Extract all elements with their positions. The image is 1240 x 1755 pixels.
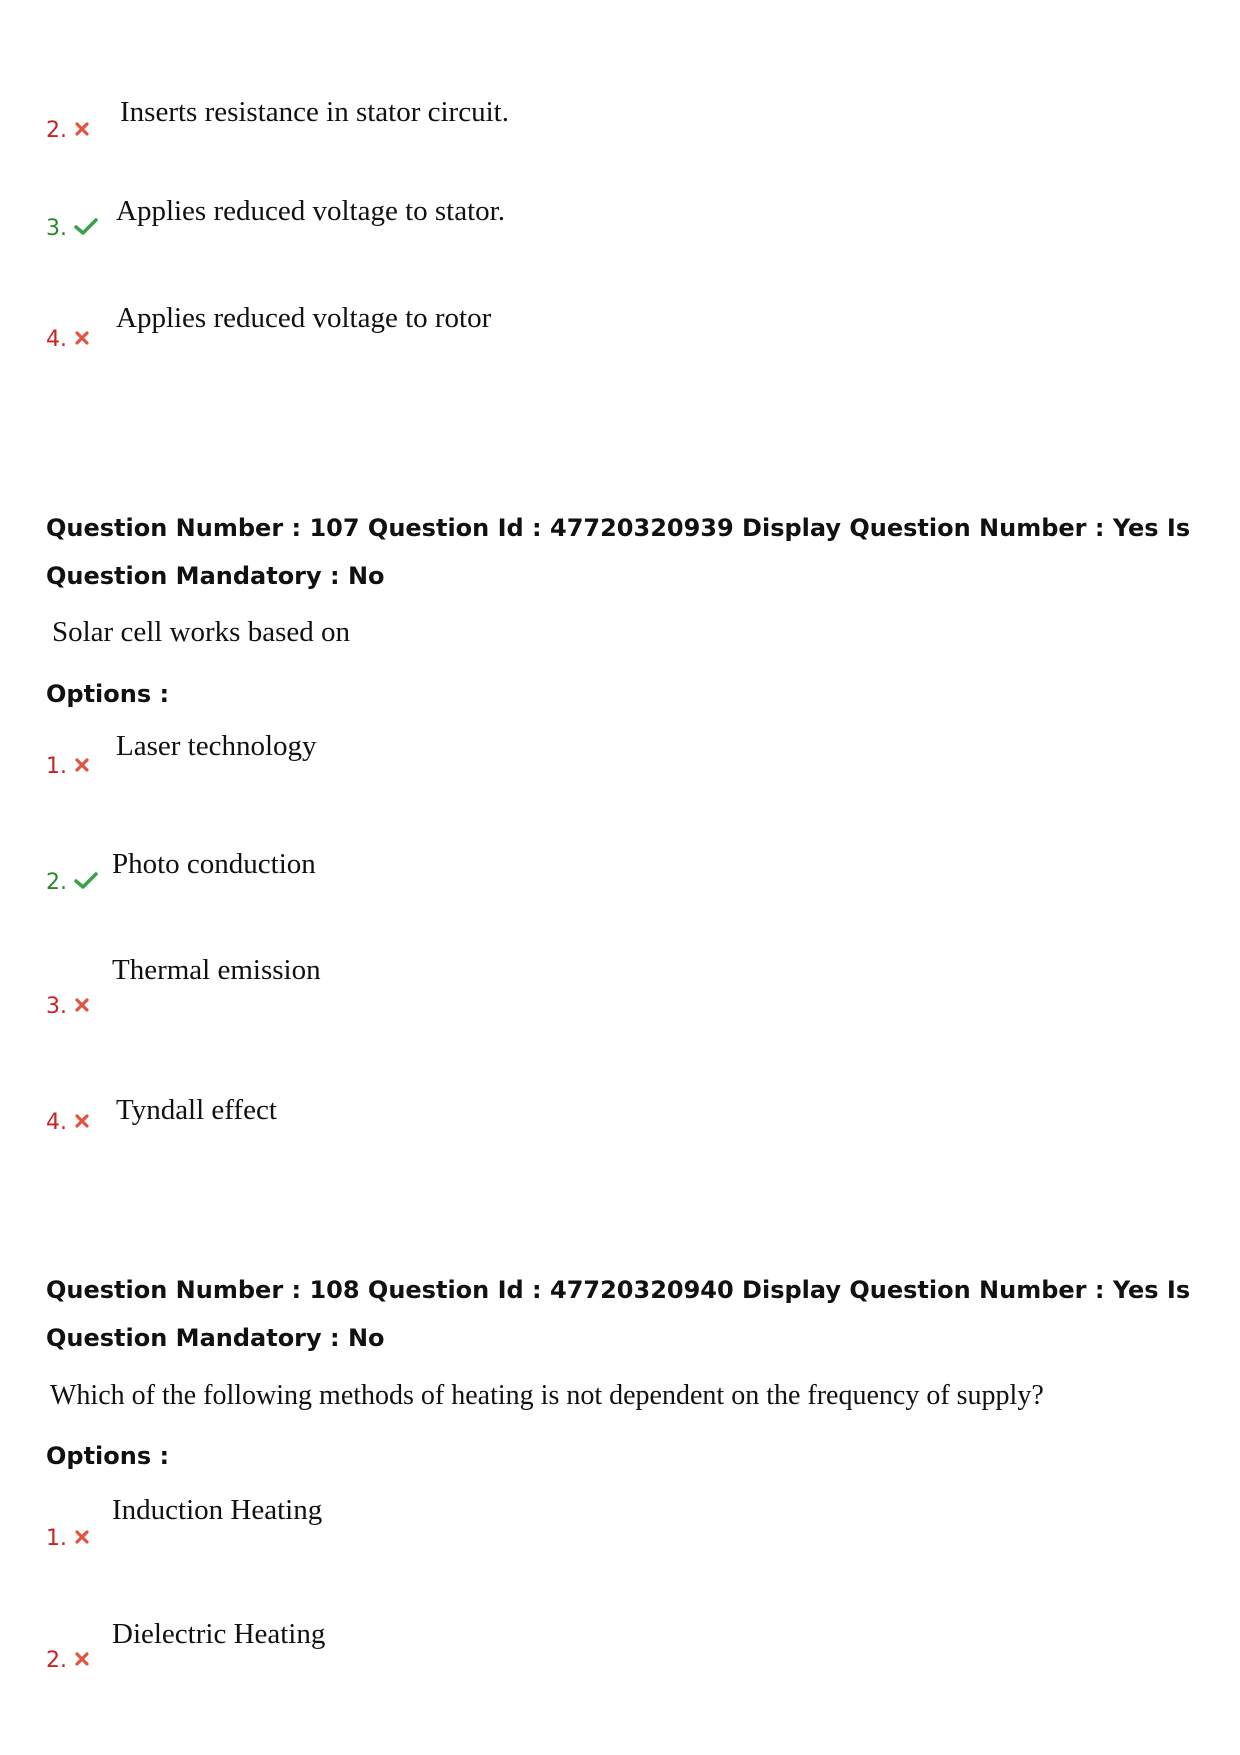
cross-icon [74,1529,90,1545]
option-number: 2. [46,1648,67,1673]
question-text: Solar cell works based on [52,616,350,648]
option-number: 4. [46,1110,67,1135]
list-item [46,1494,946,1586]
option-number: 1. [46,754,67,779]
question-header: Question Number : 108 Question Id : 47720320940 Display Question Number : Yes Is Question Mandatory : No [46,1276,1191,1352]
question-header: Question Number : 107 Question Id : 47720320939 Display Question Number : Yes Is Question Mandatory : No [46,514,1191,590]
list-item [46,1618,946,1708]
cross-icon [74,330,90,346]
check-icon [74,872,98,890]
cross-icon [74,1651,90,1667]
option-text: Inserts resistance in stator circuit. [120,96,509,128]
option-number: 3. [46,216,67,241]
cross-icon [74,997,90,1013]
option-text: Induction Heating [112,1494,323,1526]
list-item [46,848,946,930]
option-text: Laser technology [116,730,317,762]
question-text: Which of the following methods of heating is not dependent on the frequency of supply? [50,1380,1044,1411]
list-item [46,954,946,1054]
option-number: 2. [46,870,67,895]
options-label: Options : [46,680,170,708]
option-text: Tyndall effect [116,1094,277,1126]
option-text: Applies reduced voltage to stator. [116,195,505,227]
option-text: Photo conduction [112,848,316,880]
list-item [46,302,946,380]
option-number: 4. [46,327,67,352]
list-item [46,195,946,264]
cross-icon [74,757,90,773]
option-number: 3. [46,994,67,1019]
option-number: 1. [46,1526,67,1551]
option-text: Thermal emission [112,954,321,986]
cross-icon [74,121,90,137]
option-text: Dielectric Heating [112,1618,326,1650]
list-item [46,1094,946,1170]
cross-icon [74,1113,90,1129]
option-number: 2. [46,118,67,143]
option-text: Applies reduced voltage to rotor [116,302,492,334]
list-item [46,96,946,160]
list-item [46,730,946,814]
options-label: Options : [46,1442,170,1470]
check-icon [74,218,98,236]
